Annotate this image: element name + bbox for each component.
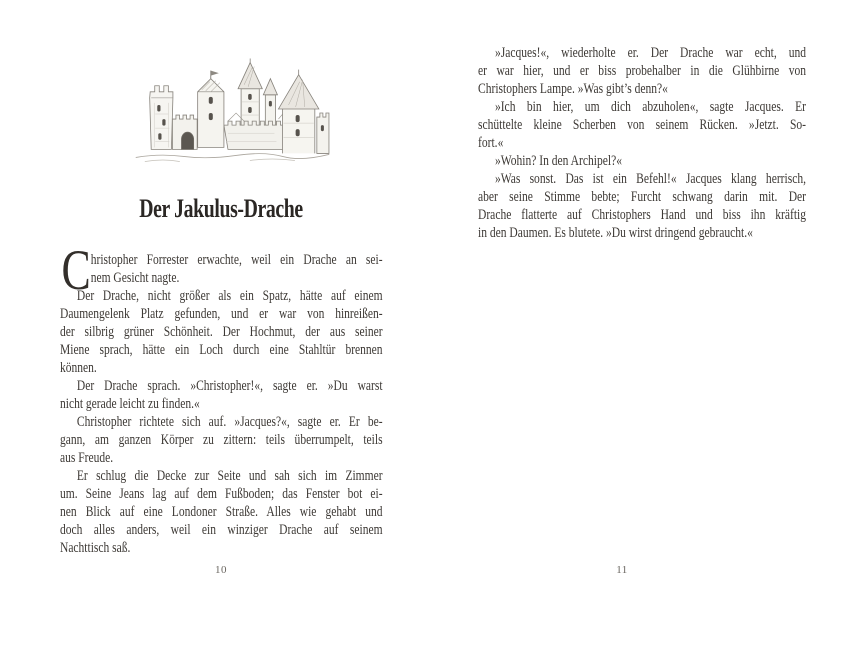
text-line: schüttelte kleine Scherben von seinem Rücken. »Jetzt. So- bbox=[478, 117, 807, 133]
text-line: »Jacques!«, wiederholte er. Der Drache war echt, und bbox=[494, 45, 807, 61]
text-line: »Wohin? In den Archipel?« bbox=[494, 153, 622, 169]
text-line: aber seine Stimme bebte; Furcht schwang darin mit. Der bbox=[478, 189, 807, 205]
text-line: Daumengelenk Platz gefunden, und er war von hinreißen- bbox=[60, 306, 383, 322]
text-line: Nachttisch saß. bbox=[60, 540, 131, 556]
text-line: nem Gesicht nagte. bbox=[90, 270, 180, 286]
text-line: »Was sonst. Das ist ein Befehl!« Jacques klang herrisch, bbox=[494, 171, 807, 187]
text-line: er war hier, und er biss probehalber in die Glühbirne von bbox=[478, 63, 807, 79]
text-line: nen Blick auf eine Londoner Straße. Alles wie gehabt und bbox=[60, 504, 383, 520]
text-line: Christophers Lampe. »Was gibt’s denn?« bbox=[478, 81, 668, 97]
text-line: »Ich bin hier, um dich abzuholen«, sagte Jacques. Er bbox=[494, 99, 807, 115]
text-line: Er schlug die Decke zur Seite und sah sich im Zimmer bbox=[76, 468, 383, 484]
text-line: um. Seine Jeans lag auf dem Fußboden; das Fenster bot ei- bbox=[60, 486, 383, 502]
text-line: können. bbox=[60, 360, 97, 376]
text-line: fort.« bbox=[478, 135, 504, 151]
text-line: Drache flatterte auf Christophers Hand und biss ihn kräftig bbox=[478, 207, 807, 223]
castle-illustration bbox=[131, 56, 333, 166]
left-page-text bbox=[60, 239, 383, 557]
text-line: der silbrig grüner Schönheit. Der Hochmut, der aus seiner bbox=[60, 324, 383, 340]
page-number-left: 10 bbox=[215, 564, 227, 576]
text-line: Miene sprach, hätte ein Loch durch eine Stahltür brennen bbox=[60, 342, 383, 358]
page-number-right: 11 bbox=[616, 564, 628, 576]
text-line: nicht gerade leicht zu finden.« bbox=[60, 396, 200, 412]
text-line: hristopher Forrester erwachte, weil ein Drache an sei- bbox=[90, 252, 383, 268]
text-line: aus Freude. bbox=[60, 450, 114, 466]
chapter-title: Der Jakulus-Drache bbox=[139, 194, 303, 223]
text-line: gann, am ganzen Körper zu zittern: teils überrumpelt, teils bbox=[60, 432, 383, 448]
text-line: Der Drache, nicht größer als ein Spatz, hätte auf einem bbox=[76, 288, 383, 304]
text-line: Christopher richtete sich auf. »Jacques?«, sagte er. Er be- bbox=[76, 414, 383, 430]
text-line: doch alles anders, weil ein winziger Drache auf seinem bbox=[60, 522, 383, 538]
text-line: in den Daumen. Es blutete. »Du wirst dringend gebraucht.« bbox=[478, 225, 753, 241]
right-page-text bbox=[478, 44, 806, 242]
drop-cap: C bbox=[61, 239, 91, 302]
text-line: Der Drache sprach. »Christopher!«, sagte er. »Du warst bbox=[76, 378, 383, 394]
